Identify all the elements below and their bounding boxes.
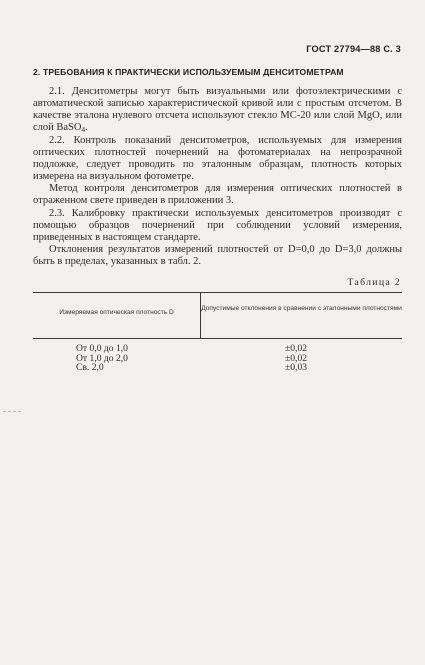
table-cell-density: От 0,0 до 1,0 [76, 343, 128, 354]
paragraph-2-1 [33, 86, 402, 134]
table-row [0, 354, 425, 364]
edge-mark [3, 411, 21, 412]
page-header: ГОСТ 27794—88 С. 3 [306, 44, 401, 54]
table-cell-deviation: ±0,03 [285, 362, 308, 373]
table-caption: Таблица 2 [347, 277, 401, 288]
paragraph-2-2: 2.2. Контроль показаний денситометров, используемых для измерения оптических плотностей почернений на фотоматериалах на непрозрачной подложке, следует проводить по эталонным образцам, плотность которых измерена на визуальном фотометре. [33, 135, 402, 183]
table-row [0, 363, 425, 373]
paragraph-2-3: 2.3. Калибровку практически используемых денситометров производят с помощью образцов почернений при соблюдении условий измерения, приведенных в настоящем стандарте. [33, 208, 402, 244]
paragraph-deviations: Отклонения результатов измерений плотностей от D=0,0 до D=3,0 должны быть в пределах, указанных в табл. 2. [33, 244, 402, 268]
table-column-divider [200, 292, 201, 338]
paragraph-method: Метод контроля денситометров для измерения оптических плотностей в отраженном свете приведен в приложении 3. [33, 183, 402, 207]
table-cell-density: Св. 2,0 [76, 362, 104, 373]
paragraph-2-1-text: 2.1. Денситометры могут быть визуальными или фотоэлектрическими с автоматической записью характеристической кривой или с простым отсчетом. В качестве эталона нулевого отсчета используют стекло МС-20 или слой MgO, или слой BaSO [33, 86, 402, 134]
table-cell-deviation: ±0,02 [285, 343, 308, 354]
table-header-rule [33, 338, 402, 339]
table-header-density: Измеряемая оптическая плотность D [59, 309, 174, 316]
table-row [0, 344, 425, 354]
table-body [0, 344, 425, 373]
table-top-rule [33, 292, 402, 293]
paragraph-2-1-end: . [84, 122, 88, 134]
table-header-deviation: Допустимые отклонения в сравнении с эталонными плотностями [201, 305, 402, 312]
table-cell-deviation: ±0,02 [285, 352, 308, 364]
table-cell-density: От 1,0 до 2,0 [76, 352, 128, 364]
section-title: 2. ТРЕБОВАНИЯ К ПРАКТИЧЕСКИ ИСПОЛЬЗУЕМЫМ ДЕНСИТОМЕТРАМ [33, 67, 344, 77]
subscript-4: 4 [81, 126, 85, 135]
